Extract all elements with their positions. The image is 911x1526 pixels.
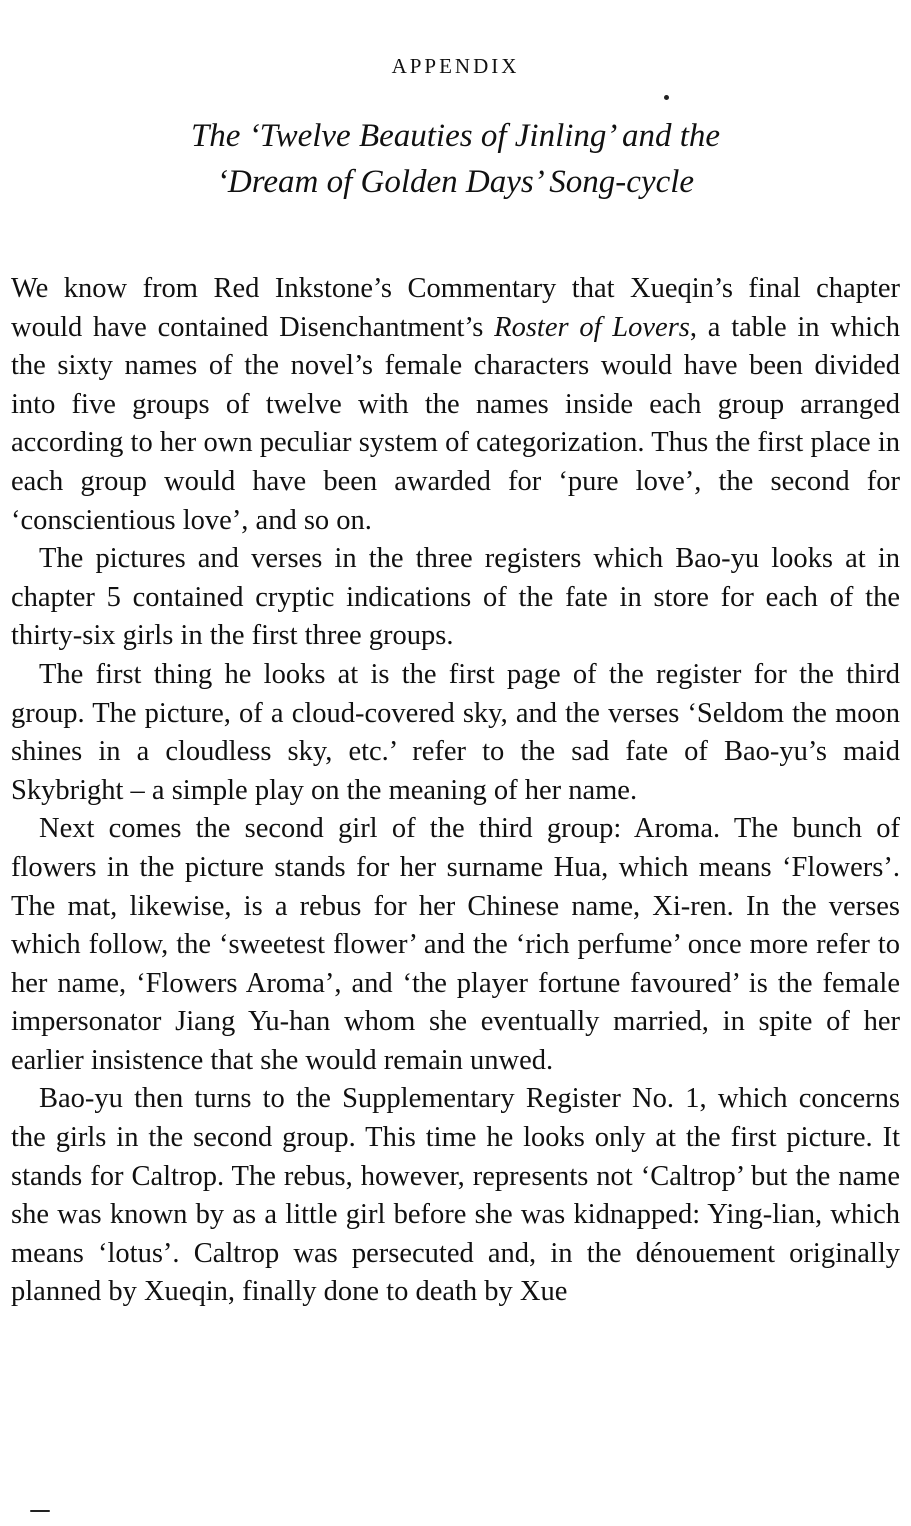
paragraph-4: Next comes the second girl of the third group: Aroma. The bunch of flowers in the picture stands for her surname Hua, which means ‘Flowers’. The mat, likewise, is a rebus for her Chinese name, Xi-ren. In the verses which follow, the ‘sweetest flower’ and the ‘rich perfume’ once more refer to her name, ‘Flowers Aroma’, and ‘the player fortune favoured’ is the female impersonator Jiang Yu-han whom she eventually married, in spite of her earlier insistence that she would remain unwed. (11, 813, 900, 1076)
paragraph-2: The pictures and verses in the three registers which Bao-yu looks at in chapter 5 contained cryptic indications of the fate in store for each of the thirty-six girls in the first three groups. (11, 543, 900, 652)
paragraph-1 (11, 270, 900, 540)
paragraph-1-end: , a table in which the sixty names of the novel’s female characters would have been divided into five groups of twelve with the names inside each group arranged according to her own peculiar system of categorization. Thus the first place in each group would have been awarded for ‘pure love’, the second for ‘conscientious love’, and so on. (11, 311, 900, 536)
title-line-1: The ‘Twelve Beauties of Jinling’ and the (190, 118, 721, 154)
appendix-title (0, 113, 911, 205)
appendix-heading: APPENDIX (391, 54, 520, 78)
paragraph-3: The first thing he looks at is the first page of the register for the third group. The picture, of a cloud-covered sky, and the verses ‘Seldom the moon shines in a cloudless sky, etc.’ refer to the sad fate of Bao-yu’s maid Skybright – a simple play on the meaning of her name. (11, 658, 900, 806)
ink-speck (30, 1510, 50, 1512)
body-text (11, 270, 900, 1312)
roster-of-lovers-title: Roster of Lovers (494, 311, 690, 343)
paragraph-1-start: We know from Red Inkstone’s Commentary that Xueqin’s final chapter would have contained Disenchantment’s (11, 273, 900, 343)
paragraph-5: Bao-yu then turns to the Supplementary Register No. 1, which concerns the girls in the second group. This time he looks only at the first picture. It stands for Caltrop. The rebus, however, represents not ‘Caltrop’ but the name she was known by as a little girl before she was kidnapped: Ying-lian, which means ‘lotus’. Caltrop was persecuted and, in the dénouement originally planned by Xueqin, finally done to death by Xue (11, 1083, 900, 1308)
ink-speck (664, 95, 669, 100)
title-line-2: ‘Dream of Golden Days’ Song-cycle (216, 164, 695, 200)
